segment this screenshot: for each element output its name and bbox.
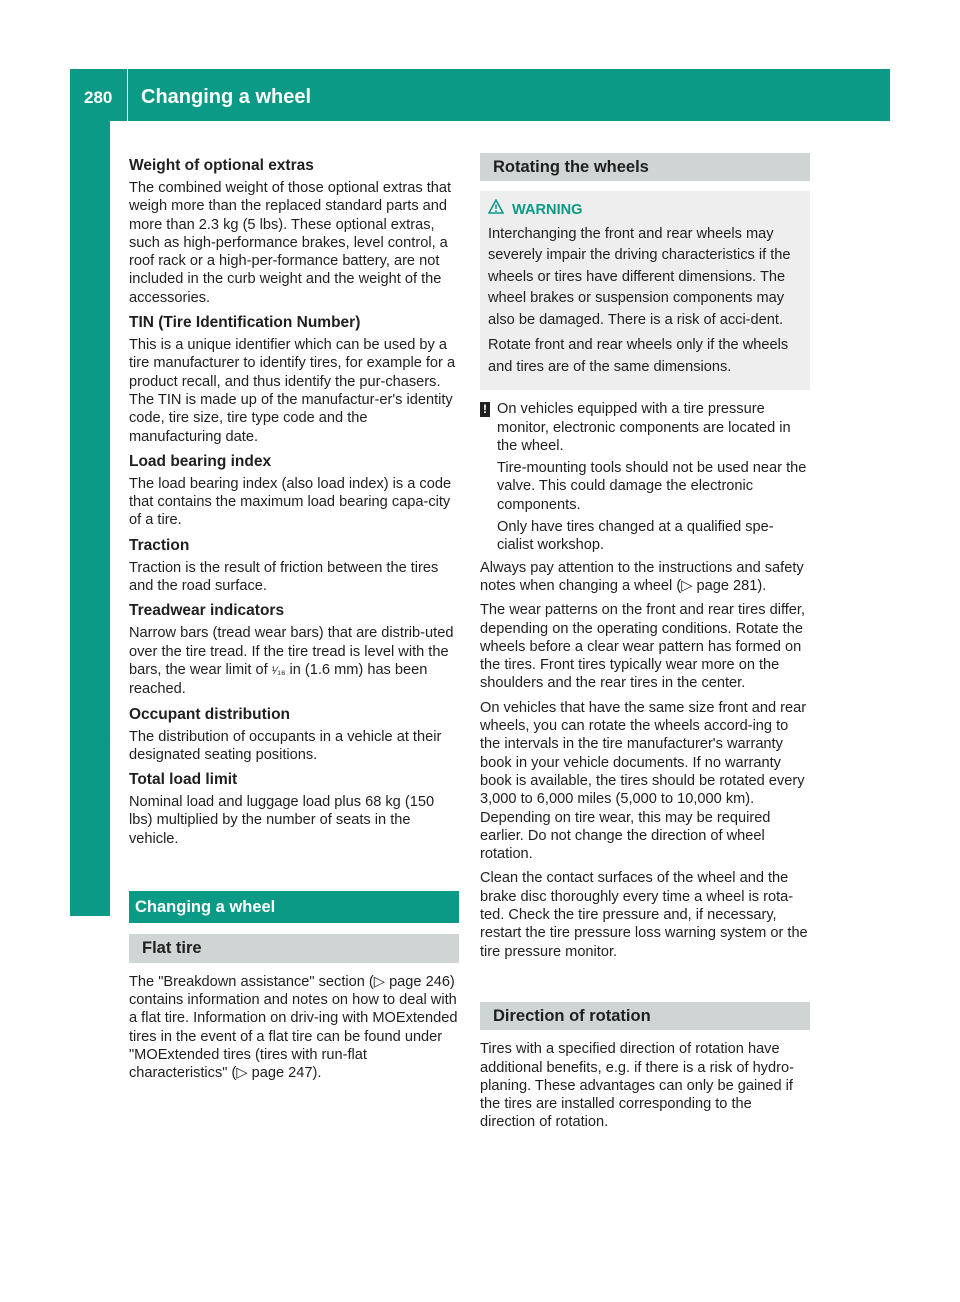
right-column — [480, 150, 810, 1138]
treadwear-text-a: Narrow bars (tread wear bars) that are distrib-uted over the tire tread. If the tire tread is level with the bars, the wear limit of — [129, 625, 454, 678]
warning-label: WARNING — [512, 201, 583, 218]
note-text-3: Only have tires changed at a qualified spe-cialist workshop. — [497, 519, 774, 554]
note-block — [480, 400, 810, 554]
rotation-paragraph-1: Always pay attention to the instructions and safety notes when changing a wheel (▷ page 281). — [480, 559, 804, 594]
direction-heading: Direction of rotation — [480, 1002, 810, 1030]
occupant-paragraph: The distribution of occupants in a vehicle at their designated seating positions. — [129, 728, 442, 763]
warning-box — [480, 191, 810, 390]
rotation-paragraphs — [480, 559, 810, 961]
flat-tire-heading: Flat tire — [129, 934, 459, 962]
chapter-title: Changing a wheel — [141, 86, 312, 108]
rotation-paragraph-4: Clean the contact surfaces of the wheel and the brake disc thoroughly every time a wheel is rota-ted. Check the tire pressure and, if necessary, restart the tire pressure loss warning system or the tire pressure monitor. — [480, 870, 808, 960]
chapter-side-label: Wheels and tires — [90, 621, 112, 780]
occupant-heading: Occupant distribution — [129, 705, 291, 723]
exclamation-icon: ! — [480, 402, 490, 417]
tin-paragraph: This is a unique identifier which can be used by a tire manufacturer to identify tires, for example for a product recall, and thus identify the pur-chasers. The TIN is made up of the manufactur-er's identity code, tire size, tire type code and the manufacturing date. — [129, 337, 456, 445]
rotation-paragraph-2: The wear patterns on the front and rear tires differ, depending on the operating conditions. Rotate the wheels before a clear wear pattern has formed on the tires. Front tires typically wear more on the shoulders and the rear tires in the center. — [480, 602, 806, 692]
warning-text-2: Rotate front and rear wheels only if the wheels and tires are of the same dimensions. — [488, 337, 789, 375]
treadwear-heading: Treadwear indicators — [129, 602, 285, 620]
treadwear-text-b: in (1.6 mm) has been reached. — [129, 661, 428, 698]
note-text-1: On vehicles equipped with a tire pressure monitor, electronic components are located in the wheel. — [497, 401, 791, 454]
rotating-wheels-heading: Rotating the wheels — [480, 153, 810, 181]
note-text-2: Tire-mounting tools should not be used near the valve. This could damage the electronic components. — [497, 460, 807, 513]
warning-text-1: Interchanging the front and rear wheels may severely impair the driving characteristics if the wheels or tires have different dimensions. The wheel brakes or suspension components may also be damaged. There is a risk of acci-dent. — [488, 225, 791, 328]
treadwear-fraction: ¹⁄₁₆ — [271, 664, 286, 677]
traction-paragraph: Traction is the result of friction between the tires and the road surface. — [129, 559, 439, 595]
page-number: 280 — [84, 88, 113, 107]
load-index-heading: Load bearing index — [129, 452, 272, 470]
weight-paragraph: The combined weight of those optional extras that weigh more than the replaced standard parts and more than 2.3 kg (5 lbs). These optional extras, such as high-performance brakes, level control, a roof rack or a high-per-formance battery, are not included in the curb weight and the weight of the accessories. — [129, 180, 452, 306]
chapter-side-strip — [70, 121, 110, 916]
load-index-paragraph: The load bearing index (also load index) is a code that contains the maximum load bearing capa-city of a tire. — [129, 475, 452, 529]
flat-tire-paragraph: The "Breakdown assistance" section (▷ page 246) contains information and notes on how to deal with a flat tire. Information on driv-ing with MOExtended tires in the event of a flat tire can be found under "MOExtended tires (tires with run-flat characteristics" (▷ page 247). — [129, 973, 458, 1082]
treadwear-paragraph — [129, 624, 459, 698]
total-load-paragraph: Nominal load and luggage load plus 68 kg (150 lbs) multiplied by the number of seats in the vehicle. — [129, 794, 435, 847]
changing-wheel-section-heading: Changing a wheel — [129, 891, 459, 923]
total-load-heading: Total load limit — [129, 771, 238, 789]
warning-triangle-icon — [488, 199, 504, 222]
direction-paragraph: Tires with a specified direction of rotation have additional benefits, e.g. if there is a risk of hydro-planing. These advantages can only be gained if the tires are installed corresponding to the direction of rotation. — [480, 1041, 794, 1131]
warning-title — [488, 199, 802, 222]
traction-heading: Traction — [129, 536, 190, 554]
tin-heading: TIN (Tire Identification Number) — [129, 314, 361, 332]
header-divider — [127, 69, 128, 121]
left-column — [129, 150, 459, 1088]
rotation-paragraph-3: On vehicles that have the same size front and rear wheels, you can rotate the wheels accord-ing to the intervals in the tire manufacturer's warranty book in your vehicle documents. If no warranty book is available, the tires should be rotated every 3,000 to 6,000 miles (5,000 to 10,000 km). Depending on tire wear, this may be required earlier. Do not change the direction of wheel rotation. — [480, 699, 807, 863]
weight-heading: Weight of optional extras — [129, 157, 314, 174]
